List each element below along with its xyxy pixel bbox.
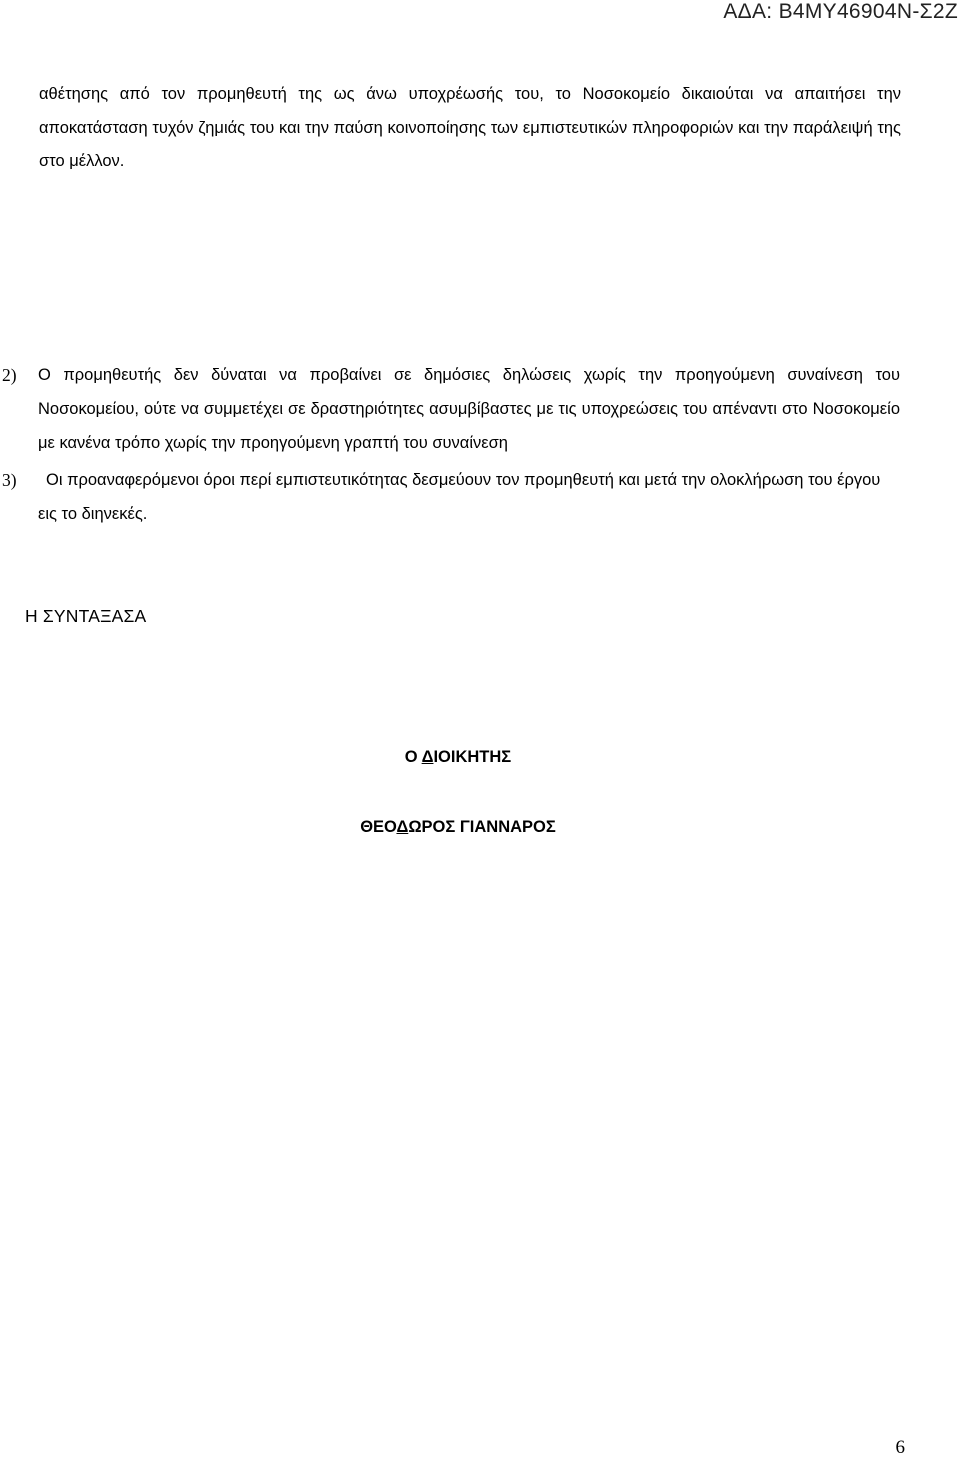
page-number: 6 <box>895 1437 905 1458</box>
director-title-suffix: ΙΟΙΚΗΤΗΣ <box>433 748 512 766</box>
clause-text: Ο προμηθευτής δεν δύναται να προβαίνει σε δημόσιες δηλώσεις χωρίς την προηγούμενη συναίνεση του Νοσοκομείου, ούτε να συμμετέχει σε δραστηριότητες ασυμβίβαστες με τις υποχρεώσεις του απέναντι στο Νοσοκομείο με κανένα τρόπο χωρίς την προηγούμενη γραπτή του συναίνεση <box>38 366 900 452</box>
ada-code-header: ΑΔΑ: Β4ΜΥ46904Ν-Σ2Ζ <box>723 0 958 23</box>
director-title <box>0 748 916 767</box>
director-name-prefix: ΘΕΟ <box>360 818 397 836</box>
drafter-signature-title: Η ΣΥΝΤΑΞΑΣΑ <box>25 606 147 626</box>
director-title-underlined: Δ <box>421 748 434 766</box>
clause-number: 2) <box>2 365 17 385</box>
continuation-paragraph: αθέτησης από τον προμηθευτή της ως άνω υποχρέωσής του, το Νοσοκομείο δικαιούται να απαιτήσει την αποκατάσταση τυχόν ζημιάς του και την παύση κοινοποίησης των εμπιστευτικών πληροφοριών και την παράλειψή της στο μέλλον. <box>39 85 901 170</box>
clause-text <box>38 463 900 531</box>
director-name-underlined: Δ <box>396 818 409 836</box>
director-name <box>0 818 916 837</box>
clause-number: 3) <box>2 470 17 490</box>
director-name-suffix: ΩΡΟΣ ΓΙΑΝΝΑΡΟΣ <box>408 818 556 836</box>
clause-text-line-2: εις το διηνεκές. <box>38 505 148 523</box>
clause-text-line-1: Οι προαναφερόμενοι όροι περί εμπιστευτικότητας δεσμεύουν τον προμηθευτή και μετά την ολοκλήρωση του έργου <box>46 471 881 489</box>
director-title-prefix: Ο <box>404 748 422 766</box>
